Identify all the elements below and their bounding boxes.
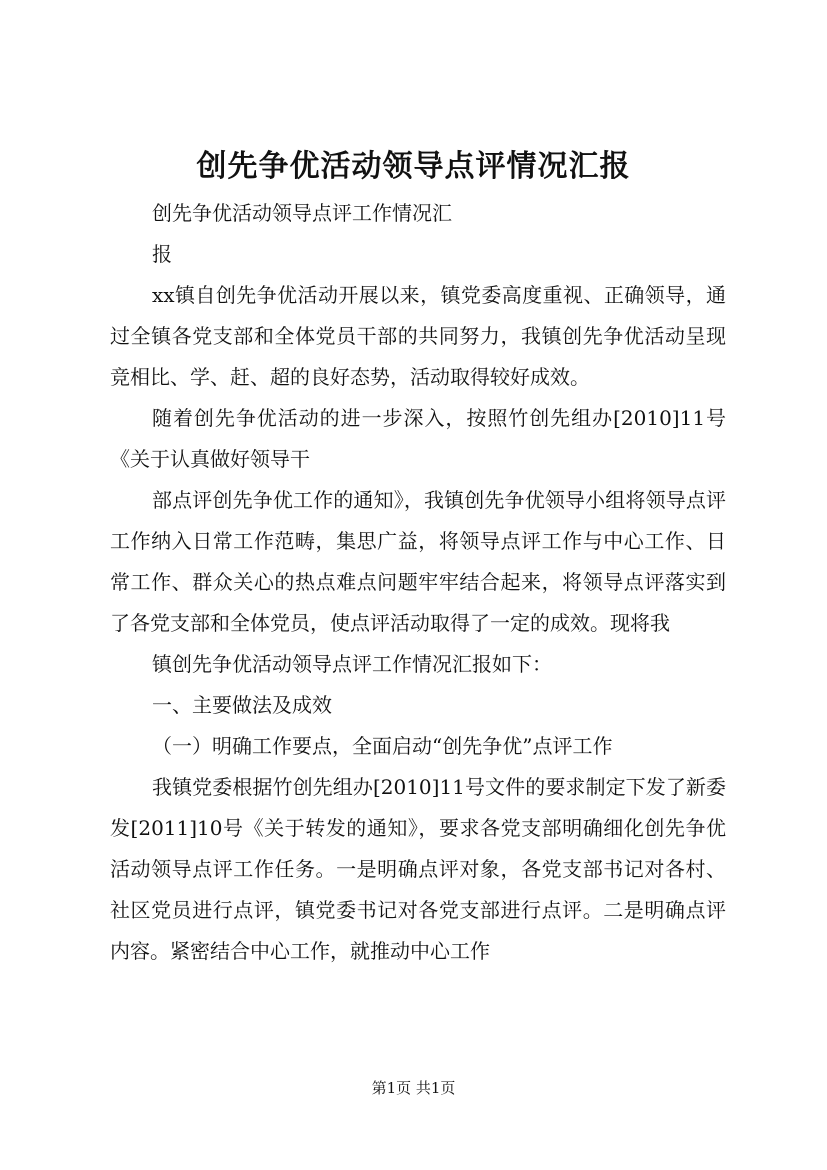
subsection-heading: （一）明确工作要点，全面启动“创先争优”点评工作 bbox=[152, 734, 613, 758]
document-body bbox=[110, 193, 726, 972]
paragraph: 部点评创先争优工作的通知》，我镇创先争优领导小组将领导点评工作纳入日常工作范畴，集思广益，将领导点评工作与中心工作、日常工作、群众关心的热点难点问题牢牢结合起来，将领导点评落实到了各党支部和全体党员，使点评活动取得了一定的成效。现将我 bbox=[110, 488, 726, 635]
section-heading: 一、主要做法及成效 bbox=[152, 693, 332, 717]
paragraph: 报 bbox=[152, 242, 172, 266]
paragraph: 我镇党委根据竹创先组办[2010]11号文件的要求制定下发了新委发[2011]10号《关于转发的通知》，要求各党支部明确细化创先争优活动领导点评工作任务。一是明确点评对象，各党支部书记对各村、社区党员进行点评，镇党委书记对各党支部进行点评。二是明确点评内容。紧密结合中心工作，就推动中心工作 bbox=[110, 775, 726, 963]
paragraph: xx镇自创先争优活动开展以来，镇党委高度重视、正确领导，通过全镇各党支部和全体党员干部的共同努力，我镇创先争优活动呈现竞相比、学、赶、超的良好态势，活动取得较好成效。 bbox=[110, 283, 726, 389]
paragraph: 随着创先争优活动的进一步深入，按照竹创先组办[2010]11号《关于认真做好领导干 bbox=[110, 406, 726, 471]
page-footer: 第1页 共1页 bbox=[371, 1079, 456, 1097]
paragraph: 镇创先争优活动领导点评工作情况汇报如下： bbox=[152, 652, 552, 676]
document-title: 创先争优活动领导点评情况汇报 bbox=[196, 149, 631, 184]
paragraph: 创先争优活动领导点评工作情况汇 bbox=[152, 201, 452, 225]
